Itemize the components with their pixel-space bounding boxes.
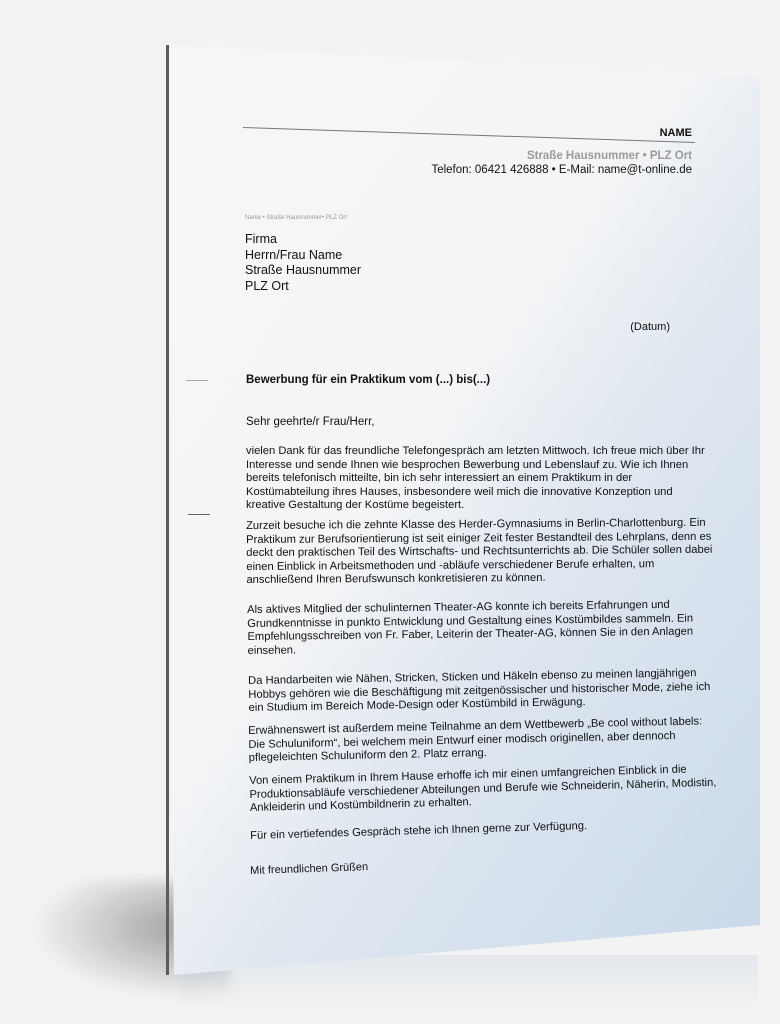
letterhead-address: Straße Hausnummer • PLZ Ort [526, 150, 692, 162]
sender-return-line: Name • Straße Hausnummer• PLZ Ort [245, 215, 347, 221]
paragraph-hobbies: Da Handarbeiten wie Nähen, Stricken, Sticken und Häkeln ebenso zu meinen langjährigen Hobbys gehören wie die Beschäftigung mit zeitgenössischer und historischer Mode, ziehe ich ein Studium im Bereich Mode-Design oder Kostümbild in Erwägung. [248, 667, 711, 714]
recipient-company: Firma [245, 232, 277, 246]
letterhead-rule [243, 127, 695, 143]
paragraph-expectations: Von einem Praktikum in Ihrem Hause erhoffe ich mir einen umfangreichen Einblick in die Produktionsabläufe verschiedener Abteilungen und Berufe wie Schneiderin, Näherin, Modistin, Ankleiderin und Kostümbildnerin zu erhalten. [249, 763, 717, 814]
recipient-contact-person: Herrn/Frau Name [245, 247, 343, 262]
paragraph-competition: Erwähnenswert ist außerdem meine Teilnahme an dem Wettbewerb „Be cool without labels: Die Schuluniform“, bei welchem mein Entwurf einer modisch originellen, aber dennoch pflegeleichten Schuluniform den 2. Platz errang. [248, 715, 703, 764]
recipient-street: Straße Hausnummer [245, 263, 362, 277]
fold-mark-top [186, 380, 208, 381]
letterhead-name: NAME [659, 127, 692, 139]
letter-subject: Bewerbung für ein Praktikum vom (...) bis(...) [246, 374, 491, 386]
paragraph-school: Zurzeit besuche ich die zehnte Klasse des Herder-Gymnasiums in Berlin-Charlottenburg. Ein Praktikum zur Berufsorientierung ist seit einiger Zeit fester Bestandteil des Lehrplans, denn es deckt den praktischen Teil des Wirtschafts- und Rechtsunterrichts ab. Die Schüler sollen dabei einen Einblick in Arbeitsmethoden und -abläufe verschiedener Berufe erhalten, um anschließend Ihren Berufswunsch konkretisieren zu können. [246, 516, 713, 586]
letter-salutation: Sehr geehrte/r Frau/Herr, [246, 416, 375, 428]
paragraph-interview: Für ein vertiefendes Gespräch stehe ich Ihnen gerne zur Verfügung. [250, 820, 588, 842]
fold-mark-middle [188, 514, 210, 515]
date-field: (Datum) [630, 321, 670, 333]
paragraph-intro: vielen Dank für das freundliche Telefongespräch am letzten Mittwoch. Ich freue mich über Ihr Interesse und sende Ihnen wie besprochen Bewerbung und Lebenslauf zu. Wie ich Ihnen bereits telefonisch mitteilte, bin ich sehr interessiert an einem Praktikum in der Kostümabteilung ihres Hauses, insbesondere weil mich die innovative Konzeption und kreative Gestaltung der Kostüme begeistert. [246, 445, 705, 511]
letter-closing: Mit freundlichen Grüßen [250, 861, 369, 877]
letterhead-contact: Telefon: 06421 426888 • E-Mail: name@t-online.de [431, 164, 692, 176]
recipient-city: PLZ Ort [245, 278, 289, 293]
paragraph-theater: Als aktives Mitglied der schulinternen Theater-AG konnte ich bereits Erfahrungen und Grundkenntnisse in punkto Entwicklung und Gestaltung eines Kostümbildes sammeln. Ein Empfehlungsschreiben von Fr. Faber, Leiterin der Theater-AG, können Sie in den Anlagen einsehen. [247, 598, 694, 657]
recipient-address [245, 232, 361, 294]
